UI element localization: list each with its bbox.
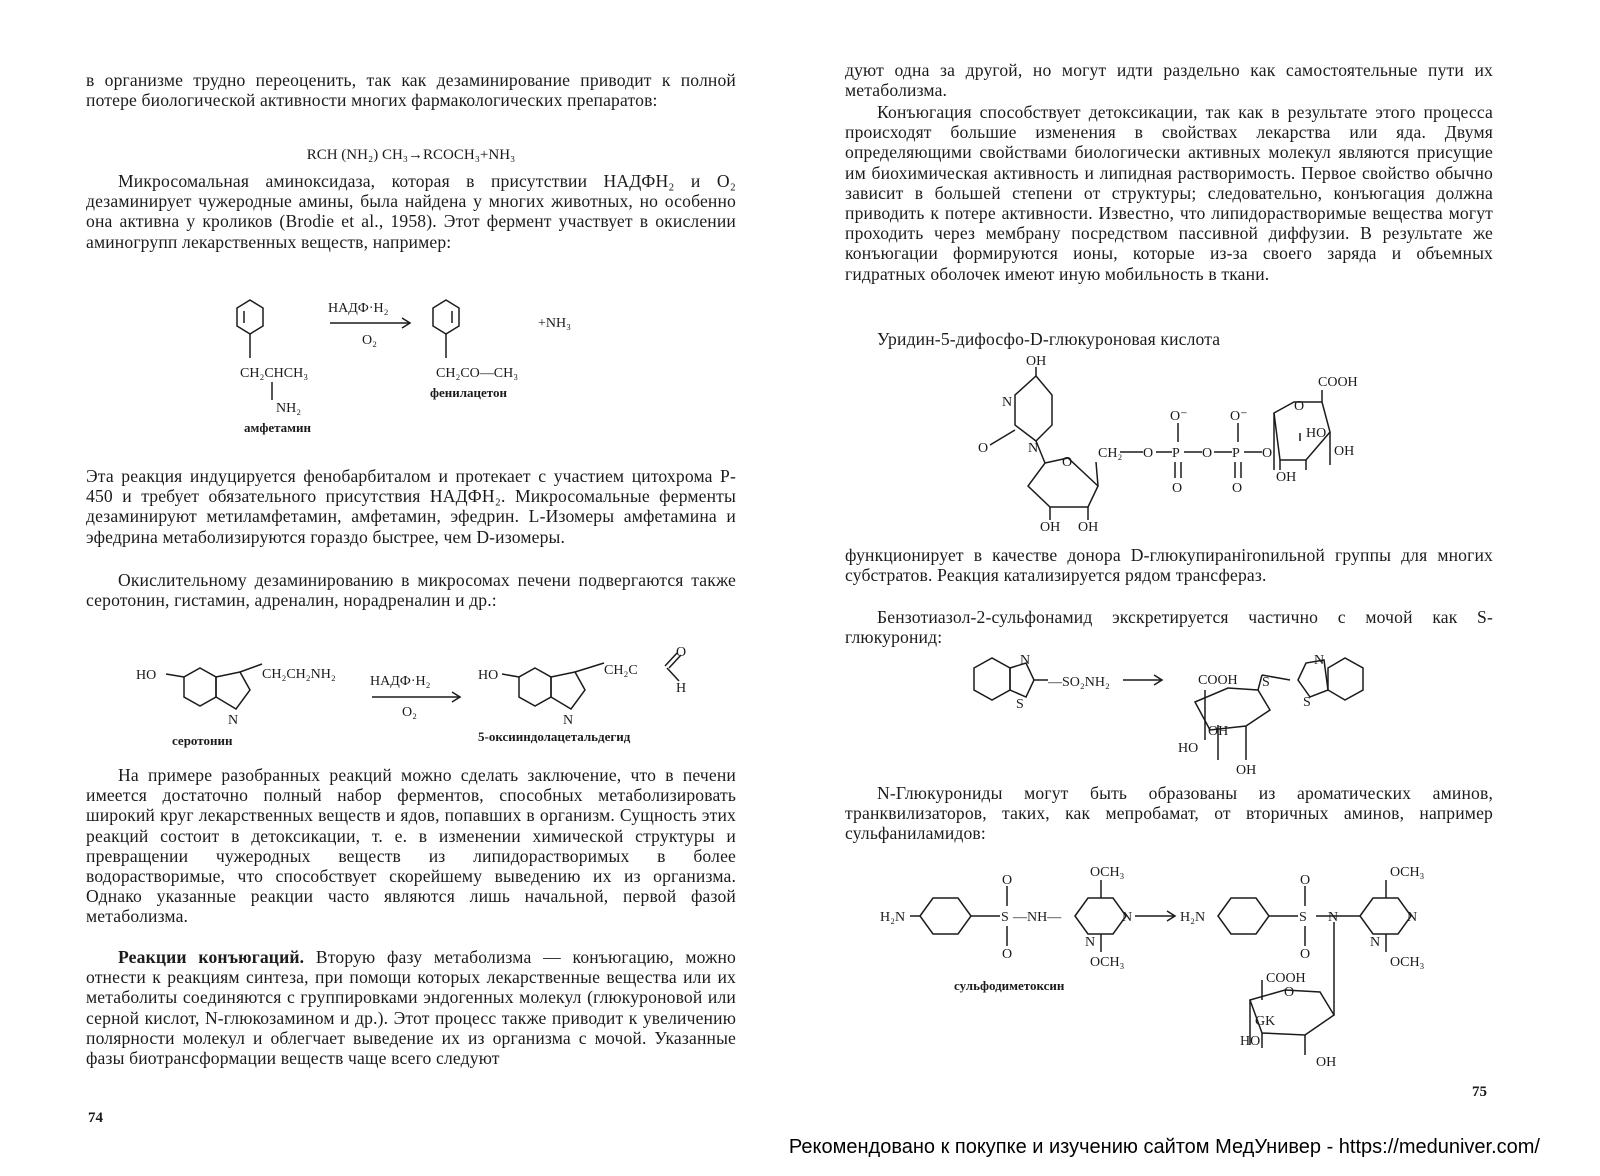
right-page xyxy=(800,0,1600,1150)
right-pyrimidine-n2: N xyxy=(1370,935,1381,950)
footer-recommendation: Рекомендовано к покупке и изучению сайтом МедУнивер - https://meduniver.com/ xyxy=(788,1136,1540,1158)
bt1-s: S xyxy=(1016,697,1024,712)
left-paragraph-5: На примере разобранных реакций можно сделать заключение, что в печени имеется достаточно полный набор ферментов, способных метаболизировать широкий круг лекарственных веществ и ядов, попавших в организм. Сущность этих реакций состоит в детоксикации, т. е. в изменении химической структуры и превращении чужеродных веществ из липидорастворимых в более водорастворимые, что способствует скорейшему выведению их из организма. Однако указанные реакции часто являются лишь начальной, первой фазой метаболизма. xyxy=(86,765,736,927)
udp-o-glc: O xyxy=(1294,399,1305,414)
n-glucuronide-cooh: COOH xyxy=(1266,971,1306,986)
udp-oh-ribose-2: OH xyxy=(1078,520,1099,535)
left-page xyxy=(0,0,800,1150)
udp-o-ribose: O xyxy=(1062,455,1073,470)
left-pyrimidine-n2: N xyxy=(1085,935,1096,950)
right-sulfonyl-s: S xyxy=(1299,910,1307,925)
right-paragraph-4: Бензотиазол-2-сульфонамид экскретируется частично с мочой как S-глюкуронид: xyxy=(845,607,1493,648)
udp-o-link1: O xyxy=(1143,446,1154,461)
glucuronide-oh-bottom: OH xyxy=(1236,763,1257,778)
right-paragraph-1: дуют одна за другой, но могут идти раздельно как самостоятельные пути их метаболизма. xyxy=(845,60,1493,101)
n-glucuronide-gk: GK xyxy=(1255,1014,1276,1029)
udp-ho: HO xyxy=(1306,426,1327,441)
sulfonamide-nh: —NH— xyxy=(1013,910,1062,925)
reagent2-nadph: НАДФ·H₂ xyxy=(370,674,431,689)
udp-oh-right: OH xyxy=(1334,444,1355,459)
udp-p1: P xyxy=(1172,446,1180,461)
aldehyde-h: H xyxy=(676,681,687,696)
right-pyrimidine-n1: N xyxy=(1407,910,1418,925)
right-och3-bottom: OCH₃ xyxy=(1390,955,1425,970)
right-och3-top: OCH₃ xyxy=(1390,865,1425,880)
udp-o-link2: O xyxy=(1202,446,1213,461)
phenylacetone-chain: CH₂CO—CH₃ xyxy=(436,366,519,381)
amphetamine-label: амфетамин xyxy=(244,420,311,435)
conjugation-heading: Реакции конъюгаций. xyxy=(118,947,305,967)
glucuronide-ho: HO xyxy=(1178,741,1199,756)
thio-link-s: S xyxy=(1262,675,1270,690)
right-n: N xyxy=(1328,910,1339,925)
amphetamine-chain: CH₂CHCH₃ xyxy=(240,366,309,381)
n-glucuronide-o: O xyxy=(1284,985,1295,1000)
left-paragraph-1: в организме трудно переоценить, так как дезаминирование приводит к полной потере биологической активности многих фармакологических препаратов: xyxy=(86,70,736,111)
bt2-s: S xyxy=(1303,695,1311,710)
aldehyde-label: 5-оксииндолацетальдегид xyxy=(478,729,631,744)
serotonin-chain: CH₂CH₂NH₂ xyxy=(262,667,336,682)
page-number-right: 75 xyxy=(1472,1084,1487,1100)
bt2-n: N xyxy=(1314,653,1325,668)
ammonia-product: +NH₃ xyxy=(538,316,571,331)
glucuronide-oh-inner: OH xyxy=(1208,724,1229,739)
left-paragraph-2: Микросомальная аминоксидаза, которая в присутствии НАДФН₂ и O₂ дезаминирует чужеродные амины, была найдена у многих животных, но особенно она активна у кроликов (Brodie et al., 1958). Этот фермент участвует в окислении аминогрупп лекарственных веществ, например: xyxy=(86,171,736,252)
udp-oh-ribose-1: OH xyxy=(1040,520,1061,535)
aldehyde-o: O xyxy=(676,645,687,660)
udp-oh-top: OH xyxy=(1026,354,1047,369)
left-h2n: H₂N xyxy=(880,910,906,925)
right-paragraph-5: N-Глюкурониды могут быть образованы из ароматических аминов, транквилизаторов, таких, как мепробамат, от вторичных аминов, например сульфаниламидов: xyxy=(845,783,1493,844)
udp-n1: N xyxy=(1002,395,1013,410)
udp-o-double-1: O xyxy=(1172,481,1183,496)
udp-p2: P xyxy=(1232,446,1240,461)
udp-o-minus-2: O⁻ xyxy=(1230,409,1248,424)
udp-oh-bottom: OH xyxy=(1276,470,1297,485)
reagent-o2: O₂ xyxy=(362,333,377,348)
aldehyde-chain: CH₂C xyxy=(604,663,638,678)
udp-ch2: CH₂ xyxy=(1098,446,1123,461)
left-paragraph-4: Окислительному дезаминированию в микросомах печени подвергаются также серотонин, гистамин, адреналин, норадреналин и др.: xyxy=(86,570,736,611)
page-number-left: 74 xyxy=(88,1110,103,1126)
deamination-formula: RCH (NH₂) CH₃→RCOCH₃+NH₃ xyxy=(306,147,516,163)
right-paragraph-3: функционирует в качестве донора D-глюкупиранironильной группы для многих субстратов. Реакция катализируется рядом трансфераз. xyxy=(845,545,1493,586)
right-h2n: H₂N xyxy=(1180,910,1206,925)
udp-o-link3: O xyxy=(1262,446,1273,461)
sulfadimethoxine-label: сульфодиметоксин xyxy=(954,978,1065,993)
left-sulfonyl-s: S xyxy=(1001,910,1009,925)
glucuronide-cooh: COOH xyxy=(1198,673,1238,688)
serotonin-label: серотонин xyxy=(172,733,233,748)
conjugation-text: Вторую фазу метаболизма — конъюгацию, можно отнести к реакциям синтеза, при помощи которых лекарственные вещества или их метаболиты соединяются с группировками эндогенных молекул (глюкуроновой или серной кислот, N-глюкозамином и др.). Этот процесс также приводит к увеличению полярности молекул и облегчает выведение их из организма с мочой. Указанные фазы биотрансформации веществ чаще всего следуют xyxy=(86,947,736,1069)
n-glucuronide-ho: HO xyxy=(1240,1034,1261,1049)
udp-o-minus-1: O⁻ xyxy=(1170,409,1188,424)
aldehyde-n: N xyxy=(563,713,574,728)
udp-n3: N xyxy=(1028,441,1039,456)
right-paragraph-2: Конъюгация способствует детоксикации, так как в результате этого процесса происходят большие изменения в свойствах лекарства или яда. Двумя определяющими свойствами биологически активных молекул являются присущие им биохимическая активность и липидная растворимость. Первое свойство обычно зависит в большей степени от структуры; следовательно, конъюгация должна приводить к потере активности. Известно, что липидорастворимые вещества могут проходить через мембрану посредством пассивной диффузии. В результате же конъюгации формируются ионы, которые из-за своего заряда и объемных гидратных оболочек имеют иную мобильность в ткани. xyxy=(845,102,1493,284)
right-sulfonyl-o-top: O xyxy=(1300,873,1311,888)
right-sulfonyl-o-bottom: O xyxy=(1300,947,1311,962)
aldehyde-ho: HO xyxy=(478,668,499,683)
udp-o-double-2: O xyxy=(1232,481,1243,496)
sulfonamide-group: —SO₂NH₂ xyxy=(1048,675,1110,690)
udp-o-left: O xyxy=(978,441,989,456)
reagent2-o2: O₂ xyxy=(402,705,417,720)
left-paragraph-3: Эта реакция индуцируется фенобарбиталом и протекает с участием цитохрома P-450 и требует обязательного присутствия НАДФН₂. Микросомальные ферменты дезаминируют метиламфетамин, амфетамин, эфедрин. L-Изомеры амфетамина и эфедрина метаболизируются гораздо быстрее, чем D-изомеры. xyxy=(86,466,736,547)
udp-glucuronic-title: Уридин-5-дифосфо-D-глюкуроновая кислота xyxy=(877,329,1221,349)
sulfadimethoxine-reaction-scheme xyxy=(800,0,1600,1150)
left-paragraph-6 xyxy=(86,947,736,1068)
n-glucuronide-oh: OH xyxy=(1316,1055,1337,1070)
amphetamine-nh2: NH₂ xyxy=(276,401,302,416)
serotonin-ho: HO xyxy=(136,668,157,683)
bt1-n: N xyxy=(1020,653,1031,668)
serotonin-n: N xyxy=(228,713,239,728)
udp-cooh: COOH xyxy=(1318,375,1358,390)
left-och3-bottom: OCH₃ xyxy=(1090,955,1125,970)
phenylacetone-label: фенилацетон xyxy=(430,385,508,400)
left-sulfonyl-o-bottom: O xyxy=(1002,947,1013,962)
left-sulfonyl-o-top: O xyxy=(1002,873,1013,888)
left-pyrimidine-n1: N xyxy=(1122,910,1133,925)
left-och3-top: OCH₃ xyxy=(1090,865,1125,880)
reagent-nadph: НАДФ·H₂ xyxy=(328,301,389,316)
